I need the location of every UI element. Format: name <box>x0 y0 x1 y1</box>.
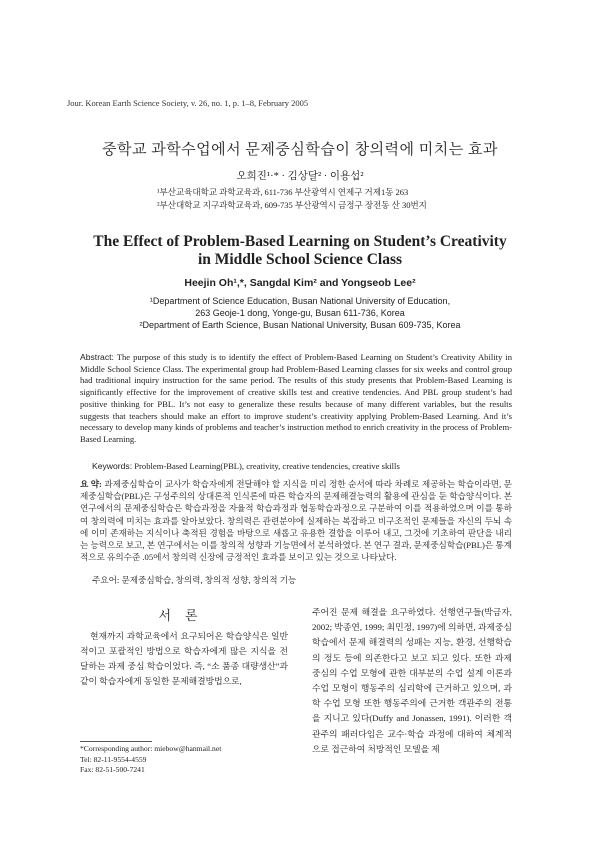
keywords-label: Keywords: <box>92 461 133 471</box>
abstract-label: Abstract: <box>80 352 114 362</box>
english-affiliation-1: ¹Department of Science Education, Busan National University of Education, <box>149 296 451 306</box>
english-authors: Heejin Oh¹,*, Sangdal Kim² and Yongseob Lee² <box>184 277 416 289</box>
english-affiliation-2: 263 Geoje-1 dong, Yonge-gu, Busan 611-736, Korea <box>195 308 405 318</box>
korean-authors: 오희진¹·* · 김상달² · 이용섭² <box>236 171 364 182</box>
english-keywords <box>92 461 512 471</box>
korean-abstract-text: 과제중심학습이 교사가 학습자에게 전달해야 할 지식을 미리 정한 순서에 따라 차례로 제공하는 학습이라면, 문제중심학습(PBL)은 구성주의의 상대론적 인식론에 따른 학습자의 문제해결능력의 활용에 관심을 둔 학습양식이다. 본 연구에서의 문제중심학습은 학습과정을 자율적 학습과정과 협동학습과정으로 구분하여 이를 적용하였으며 이를 통하여 창의력에 미치는 효과를 알아보았다. 창의력은 관련분야에 실제하는 복잡하고 비구조적인 문제들을 자신의 두뇌 속에 이미 존재하는 지식이나 축적된 경험을 바탕으로 새롭고 유용한 결합을 이루어 내고, 그것에 기초하여 판단을 내리는 능력으로 보고, 본 연구에서는 이를 창의적 성향과 기능면에서 분석하였다. 본 연구 결과, 문제중심학습(PBL)은 통계적으로 유의수준 .05에서 창의력 신장에 긍정적인 효과를 보이고 있는 것으로 나타났다. <box>80 479 512 563</box>
korean-abstract-label: 요 약: <box>80 479 102 489</box>
korean-affiliations <box>157 186 427 212</box>
korean-title: 중학교 과학수업에서 문제중심학습이 창의력에 미치는 효과 <box>101 142 498 158</box>
journal-citation: Jour. Korean Earth Science Society, v. 26, no. 1, p. 1–8, February 2005 <box>67 98 309 108</box>
footnote-corresponding-author: *Corresponding author: miebow@hanmail.net <box>80 744 222 753</box>
footnote-tel: Tel: 82-11-9554-4559 <box>80 754 147 764</box>
english-title-line-2: in Middle School Science Class <box>197 251 403 268</box>
body-left-column: 현재까지 과학교육에서 요구되어온 학습양식은 일반적이고 포괄적인 방법으로 학습자에게 많은 지식을 전달하는 과제 중심 학습이었다. 즉, “소 품종 대량생산”과 같이 학습자에게 동일한 문제해결방법으로, <box>80 631 288 686</box>
english-title-line-1: The Effect of Problem-Based Learning on Student’s Creativity <box>93 233 507 250</box>
keywords-text: Problem-Based Learning(PBL), creativity, creative tendencies, creative skills <box>132 461 400 471</box>
english-affiliations <box>0 295 600 331</box>
footnote <box>80 744 288 776</box>
english-abstract <box>80 352 512 446</box>
abstract-text: The purpose of this study is to identify the effect of Problem-Based Learning on Student’s Creativity Ability in Middle School Science Class. The experimental group had Problem-Based Learning classes for six weeks and control group had traditional inquiry instruction for the same period. The results of this study presents that Problem-Based Learning is significantly effective for the improvement of creative skills test and creative tendencies. And PBL group student’s had positive thinking for PBL. It’s not easy to generalize these results because of many different variables, but the results suggests that teachers should make an effort to improve student’s creativity applying Problem-Based Learning. And it’s necessary to develop many kinds of problems and teacher’s instruction method to enrich creativity in the process of Problem-Based Learning. <box>80 352 512 444</box>
footnote-divider <box>80 741 152 742</box>
korean-affiliation-2: ²부산대학교 지구과학교육과, 609-735 부산광역시 금정구 장전동 산 30번지 <box>157 200 427 210</box>
english-title <box>0 233 600 269</box>
korean-abstract <box>80 478 512 563</box>
section-title: 서론 <box>158 608 212 623</box>
korean-keywords: 주요어: 문제중심학습, 창의력, 창의적 성향, 창의적 기능 <box>92 575 297 585</box>
footnote-fax: Fax: 82-51-500-7241 <box>80 765 145 774</box>
korean-affiliation-1: ¹부산교육대학교 과학교육과, 611-736 부산광역시 연제구 거제1동 263 <box>157 187 409 197</box>
english-affiliation-3: ²Department of Earth Science, Busan National University, Busan 609-735, Korea <box>139 320 461 330</box>
body-right-column: 주어진 문제 해결을 요구하였다. 선행연구들(박금자, 2002; 박종연, 1999; 최민정, 1997)에 의하면, 과제중심 학습에서 문제 해결력의 성패는 지능, 환경, 선행학습의 정도 등에 의존한다고 보고 되고 있다. 또한 과제 중심의 수업 모형에 관한 대부분의 수업 설계 이론과 수업 모형이 행동주의 심리학에 근거하고 있으며, 과학 수업 모형 또한 행동주의에 근거한 객관주의 전통을 지니고 있다(Duffy and Jonassen, 1991). 이러한 객관주의 패러다임은 교수·학습 과정에 대하여 체계적으로 접근하여 처방적인 모델을 제 <box>312 607 512 754</box>
